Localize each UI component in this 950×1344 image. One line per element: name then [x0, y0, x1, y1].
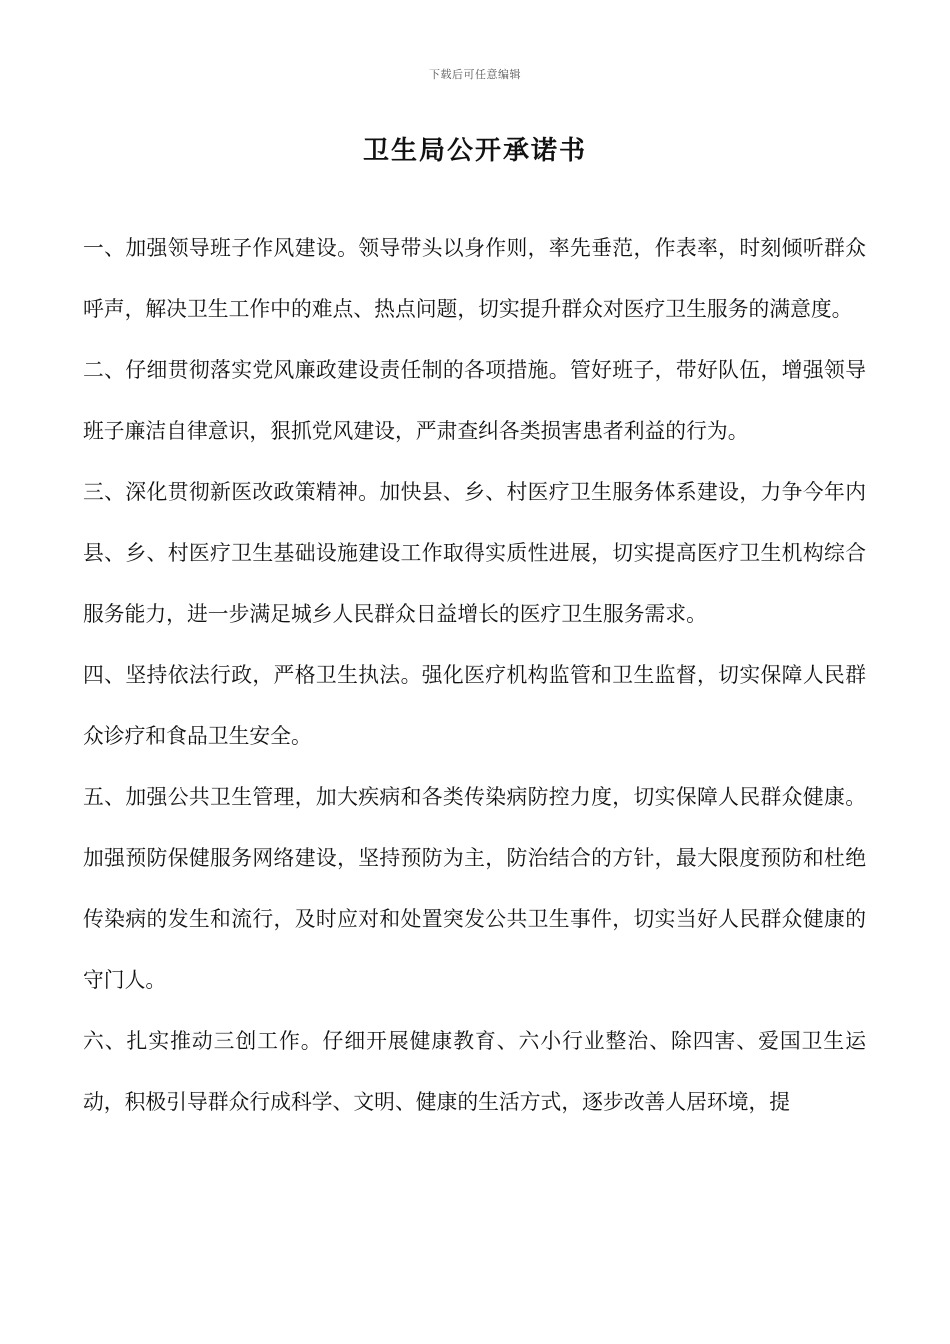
header-note: 下载后可任意编辑	[429, 68, 521, 81]
paragraph-1: 一、加强领导班子作风建设。领导带头以身作则，率先垂范，作表率，时刻倾听群众呼声，解决卫生工作中的难点、热点问题，切实提升群众对医疗卫生服务的满意度。	[83, 236, 866, 321]
paragraph-5: 五、加强公共卫生管理，加大疾病和各类传染病防控力度，切实保障人民群众健康。加强预防保健服务网络建设，坚持预防为主，防治结合的方针，最大限度预防和杜绝传染病的发生和流行，及时应对和处置突发公共卫生事件，切实当好人民群众健康的守门人。	[83, 785, 866, 992]
document-title: 卫生局公开承诺书	[362, 136, 587, 166]
paragraph-3: 三、深化贯彻新医改政策精神。加快县、乡、村医疗卫生服务体系建设，力争今年内县、乡、村医疗卫生基础设施建设工作取得实质性进展，切实提高医疗卫生机构综合服务能力，进一步满足城乡人民群众日益增长的医疗卫生服务需求。	[83, 480, 866, 626]
paragraph-6: 六、扎实推动三创工作。仔细开展健康教育、六小行业整治、除四害、爱国卫生运动，积极引导群众行成科学、文明、健康的生活方式，逐步改善人居环境，提	[83, 1029, 866, 1114]
paragraph-4: 四、坚持依法行政，严格卫生执法。强化医疗机构监管和卫生监督，切实保障人民群众诊疗和食品卫生安全。	[83, 663, 866, 748]
document-body	[83, 218, 866, 1133]
paragraph-2: 二、仔细贯彻落实党风廉政建设责任制的各项措施。管好班子，带好队伍，增强领导班子廉洁自律意识，狠抓党风建设，严肃查纠各类损害患者利益的行为。	[83, 358, 866, 443]
